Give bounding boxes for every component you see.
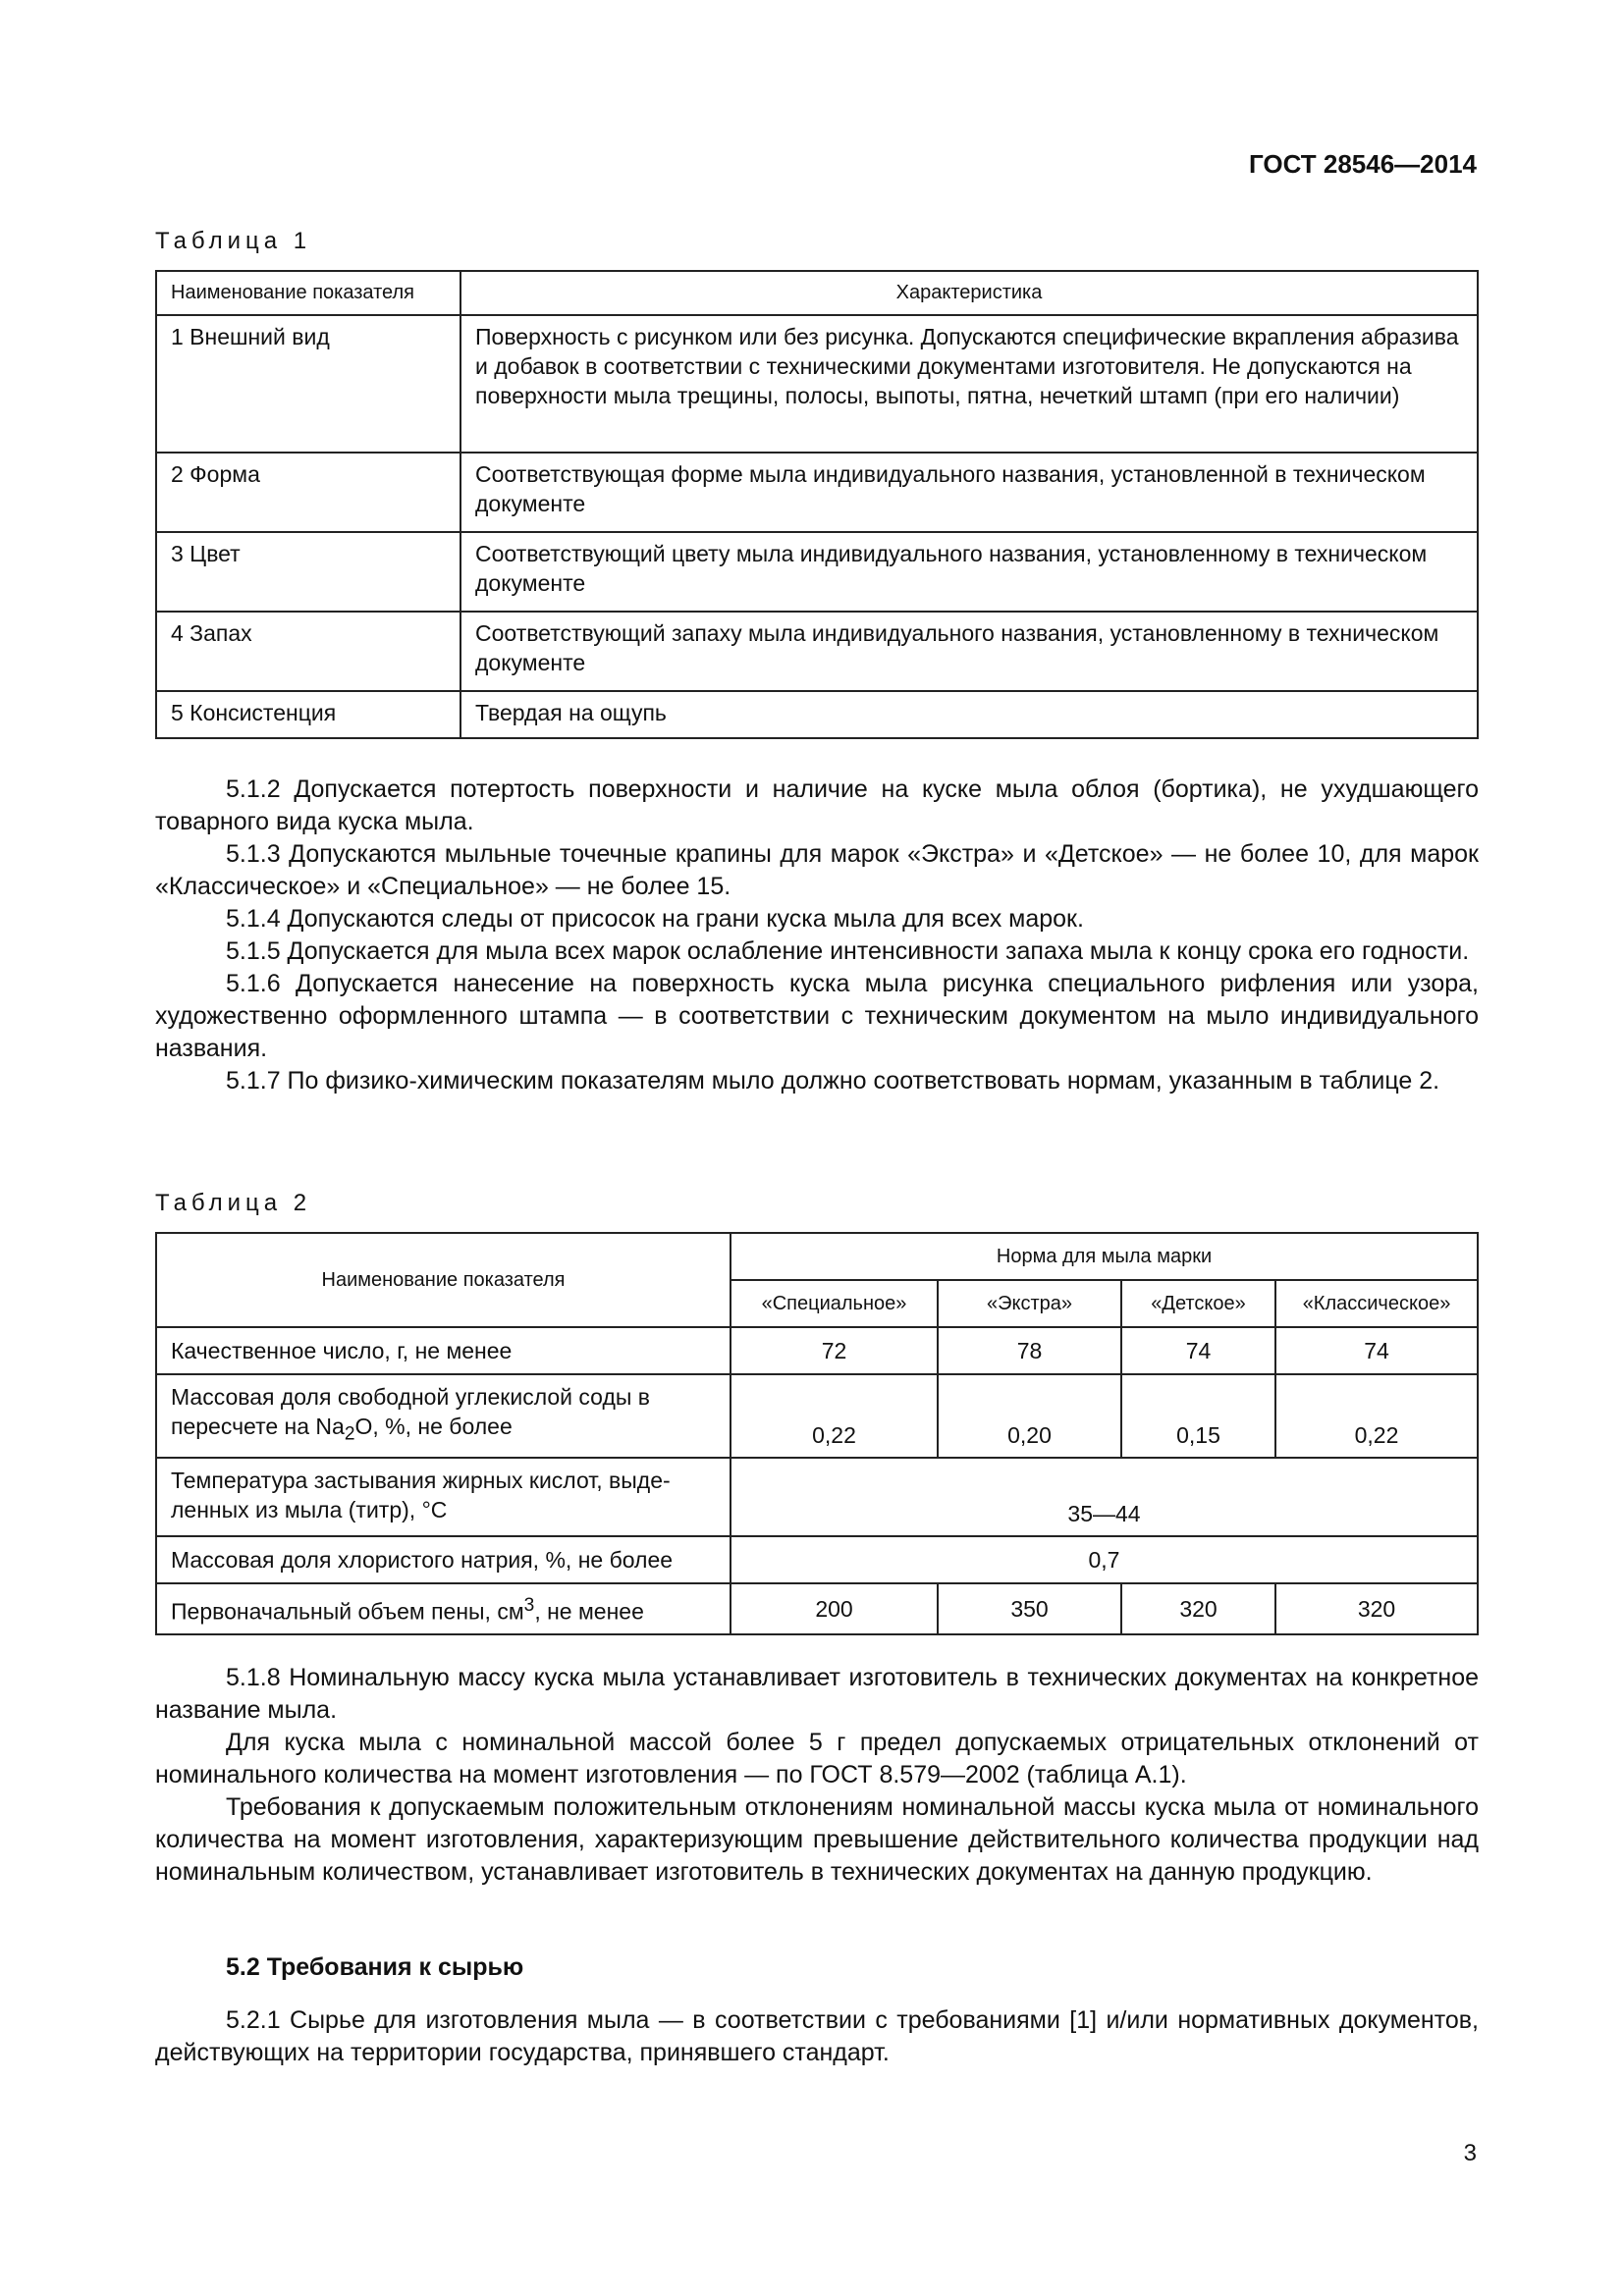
table2-cell-value: 320 — [1121, 1583, 1275, 1634]
subscript: 2 — [344, 1423, 355, 1445]
table-row — [156, 691, 1478, 738]
table2-cell-value: 200 — [731, 1583, 938, 1634]
table2-cell-name — [156, 1374, 731, 1458]
table1-cell-value: Соответствующий запаху мыла индивидуального названия, установленному в техническом документе — [460, 612, 1478, 691]
table2-cell-value: 350 — [938, 1583, 1121, 1634]
table1-cell-name: 5 Консистенция — [156, 691, 460, 738]
table2-cell-value: 72 — [731, 1327, 938, 1374]
name-part: Первоначальный объем пены, см — [171, 1598, 524, 1625]
table1-header-characteristic: Характеристика — [460, 271, 1478, 315]
section-heading: 5.2 Требования к сырью — [226, 1953, 524, 1981]
table2-caption: Таблица 2 — [155, 1190, 312, 1216]
paragraph: 5.1.3 Допускаются мыльные точечные крапины для марок «Экстра» и «Детское» — не более 10, для марок «Классическое» и «Специальное» — не более 15. — [155, 840, 1479, 900]
table2-cell-value: 78 — [938, 1327, 1121, 1374]
table-row — [156, 612, 1478, 691]
table1-cell-name: 4 Запах — [156, 612, 460, 691]
table1-cell-value: Поверхность с рисунком или без рисунка. Допускаются специфические вкрапления абразива и добавок в соответствии с техническими документами изготовителя. Не допускаются на поверхности мыла трещины, полосы, выпоты, пятна, нечеткий штамп (при его наличии) — [460, 315, 1478, 453]
table-row — [156, 1583, 1478, 1634]
paragraphs-block-2 — [155, 1662, 1479, 1889]
table2-cell-name — [156, 1583, 731, 1634]
table2-cell-name: Качественное число, г, не менее — [156, 1327, 731, 1374]
table1-cell-name: 2 Форма — [156, 453, 460, 532]
table2 — [155, 1232, 1479, 1635]
table-row — [156, 1458, 1478, 1536]
paragraph: 5.1.5 Допускается для мыла всех марок ослабление интенсивности запаха мыла к концу срока его годности. — [226, 937, 1470, 965]
name-part: Массовая доля свободной углекислой соды в пересчете на Na — [171, 1384, 651, 1439]
brand-header: «Классическое» — [1275, 1280, 1478, 1327]
paragraph: 5.1.4 Допускаются следы от присосок на грани куска мыла для всех марок. — [226, 905, 1084, 933]
table-row — [156, 532, 1478, 612]
paragraphs-block-1 — [155, 774, 1479, 1097]
paragraph: 5.1.8 Номинальную массу куска мыла устанавливает изготовитель в технических документах на конкретное название мыла. — [155, 1664, 1479, 1724]
table1-cell-name: 1 Внешний вид — [156, 315, 460, 453]
table2-header-group: Норма для мыла марки — [731, 1233, 1478, 1280]
table2-cell-value-merged: 0,7 — [731, 1536, 1478, 1583]
paragraph: 5.1.7 По физико-химическим показателям мыло должно соответствовать нормам, указанным в таблице 2. — [226, 1067, 1440, 1095]
table1-cell-name: 3 Цвет — [156, 532, 460, 612]
paragraph: 5.1.6 Допускается нанесение на поверхность куска мыла рисунка специального рифления или узора, художественно оформленного штампа — в соответствии с техническим документом на мыло индивидуального названия. — [155, 970, 1479, 1062]
document-id: ГОСТ 28546—2014 — [1249, 149, 1477, 179]
paragraph: 5.1.2 Допускается потертость поверхности и наличие на куске мыла облоя (бортика), не ухудшающего товарного вида куска мыла. — [155, 775, 1479, 835]
name-part: O, %, не более — [354, 1414, 513, 1439]
paragraph: Для куска мыла с номинальной массой более 5 г предел допускаемых отрицательных отклонений от номинального количества на момент изготовления — по ГОСТ 8.579—2002 (таблица А.1). — [155, 1729, 1479, 1789]
table2-cell-value: 0,22 — [1275, 1374, 1478, 1458]
table1-cell-value: Соответствующая форме мыла индивидуального названия, установленной в техническом документе — [460, 453, 1478, 532]
table-row — [156, 315, 1478, 453]
brand-header: «Специальное» — [731, 1280, 938, 1327]
brand-header: «Экстра» — [938, 1280, 1121, 1327]
table1-cell-value: Соответствующий цвету мыла индивидуального названия, установленному в техническом документе — [460, 532, 1478, 612]
paragraphs-block-3 — [155, 2004, 1479, 2069]
table-row — [156, 1327, 1478, 1374]
table1-caption: Таблица 1 — [155, 228, 312, 254]
table2-cell-value: 74 — [1121, 1327, 1275, 1374]
brand-header: «Детское» — [1121, 1280, 1275, 1327]
table1-cell-value: Твердая на ощупь — [460, 691, 1478, 738]
table2-header-row — [156, 1233, 1478, 1280]
table2-cell-value-merged: 35—44 — [731, 1458, 1478, 1536]
table2-cell-value: 320 — [1275, 1583, 1478, 1634]
table2-cell-value: 74 — [1275, 1327, 1478, 1374]
table2-cell-value: 0,20 — [938, 1374, 1121, 1458]
table2-cell-value: 0,22 — [731, 1374, 938, 1458]
table1-header-name: Наименование показателя — [156, 271, 460, 315]
page-number: 3 — [1463, 2140, 1477, 2166]
table2-cell-name: Температура застывания жирных кислот, выделенных из мыла (титр), °С — [156, 1458, 731, 1536]
table-row — [156, 1536, 1478, 1583]
paragraph: Требования к допускаемым положительным отклонениям номинальной массы куска мыла от номинального количества на момент изготовления, характеризующим превышение действительного количества продукции над номинальным количеством, устанавливает изготовитель в технических документах на данную продукцию. — [155, 1793, 1479, 1886]
table2-cell-value: 0,15 — [1121, 1374, 1275, 1458]
table2-cell-name: Массовая доля хлористого натрия, %, не более — [156, 1536, 731, 1583]
table2-header-name: Наименование показателя — [156, 1233, 731, 1327]
table-row — [156, 453, 1478, 532]
superscript: 3 — [523, 1594, 535, 1616]
table1-header-row — [156, 271, 1478, 315]
name-part: , не менее — [534, 1598, 644, 1625]
table-row — [156, 1374, 1478, 1458]
paragraph: 5.2.1 Сырье для изготовления мыла — в соответствии с требованиями [1] и/или нормативных документов, действующих на территории государства, принявшего стандарт. — [155, 2006, 1479, 2066]
table1 — [155, 270, 1479, 739]
